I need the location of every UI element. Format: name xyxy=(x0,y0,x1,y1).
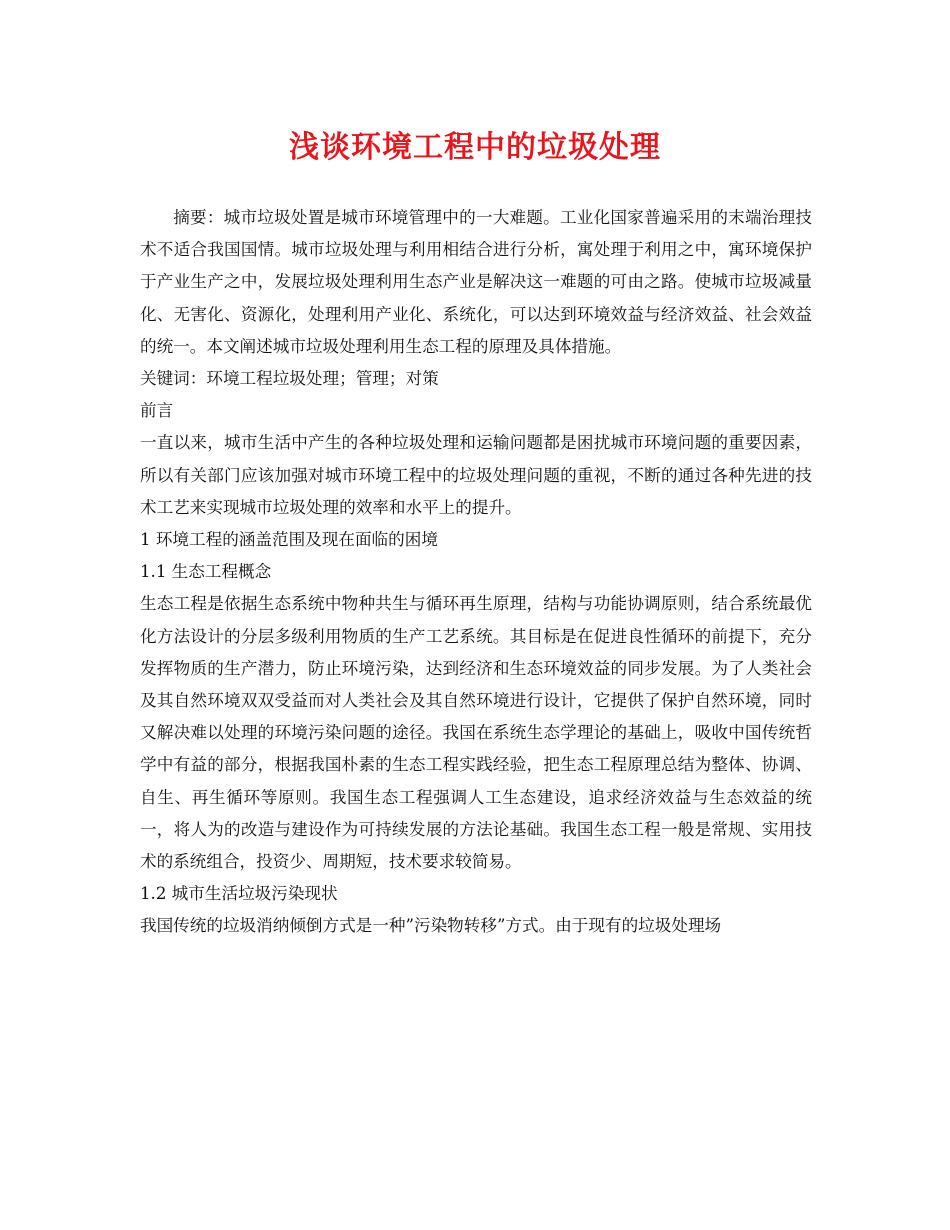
section-1-1-heading: 1.1 生态工程概念 xyxy=(140,562,272,582)
section-1-1-paragraph: 生态工程是依据生态系统中物种共生与循环再生原理，结构与功能协调原则，结合系统最优化方法设计的分层多级利用物质的生产工艺系统。其目标是在促进良性循环的前提下，充分发挥物质的生产潜力，防止环境污染，达到经济和生态环境效益的同步发展。为了人类社会及其自然环境双双受益而对人类社会及其自然环境进行设计，它提供了保护自然环境，同时又解决难以处理的环境污染问题的途径。我国在系统生态学理论的基础上，吸收中国传统哲学中有益的部分，根据我国朴素的生态工程实践经验，把生态工程原理总结为整体、协调、自生、再生循环等原则。我国生态工程强调人工生态建设，追求经济效益与生态效益的统一，将人为的改造与建设作为可持续发展的方法论基础。我国生态工程一般是常规、实用技术的系统组合，投资少、周期短，技术要求较简易。 xyxy=(140,594,812,872)
section-1-2-heading: 1.2 城市生活垃圾污染现状 xyxy=(140,884,338,904)
keywords-line: 关键词：环境工程垃圾处理；管理；对策 xyxy=(140,369,439,389)
section-1-2-paragraph: 我国传统的垃圾消纳倾倒方式是一种”污染物转移”方式。由于现有的垃圾处理场 xyxy=(140,916,722,936)
document-title: 浅谈环境工程中的垃圾处理 xyxy=(289,130,661,165)
preface-paragraph: 一直以来，城市生活中产生的各种垃圾处理和运输问题都是困扰城市环境问题的重要因素，所以有关部门应该加强对城市环境工程中的垃圾处理问题的重视，不断的通过各种先进的技术工艺来实现城市垃圾处理的效率和水平上的提升。 xyxy=(140,433,812,517)
abstract-paragraph: 摘要：城市垃圾处置是城市环境管理中的一大难题。工业化国家普遍采用的末端治理技术不适合我国国情。城市垃圾处理与利用相结合进行分析，寓处理于利用之中，寓环境保护于产业生产之中，发展垃圾处理利用生态产业是解决这一难题的可由之路。使城市垃圾减量化、无害化、资源化，处理利用产业化、系统化，可以达到环境效益与经济效益、社会效益的统一。本文阐述城市垃圾处理利用生态工程的原理及具体措施。 xyxy=(140,208,812,356)
preface-heading: 前言 xyxy=(140,401,174,421)
document-body xyxy=(140,202,812,943)
section-1-heading: 1 环境工程的涵盖范围及现在面临的困境 xyxy=(140,530,438,550)
